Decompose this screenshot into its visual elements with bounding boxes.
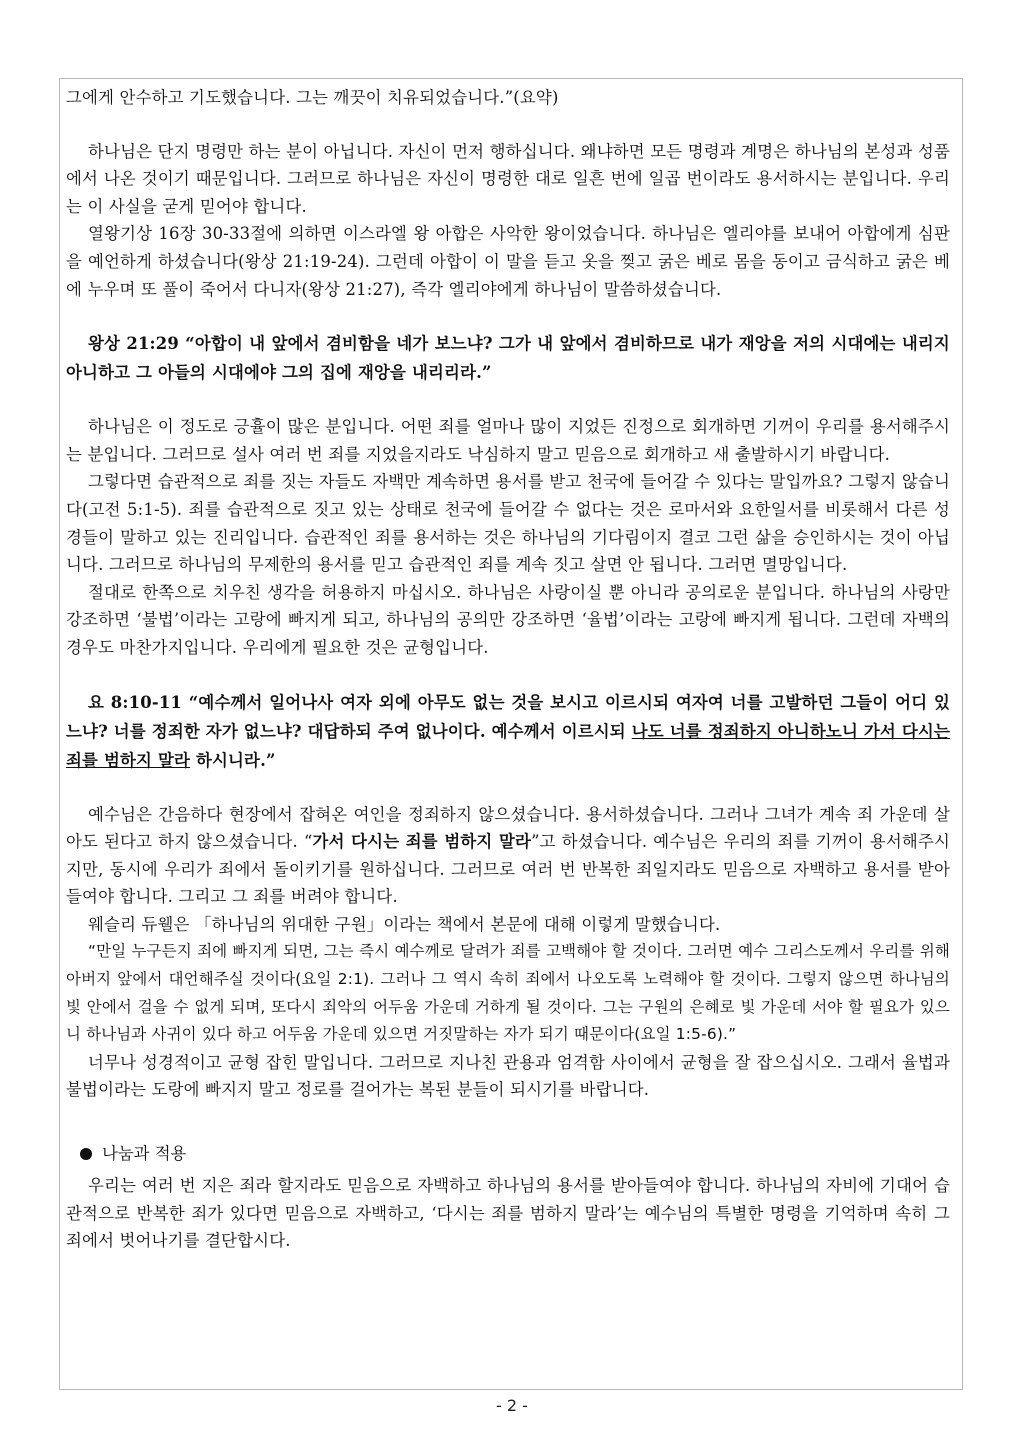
scripture-reference: 요 8:10-11 xyxy=(88,692,183,712)
paragraph-emphasis: 가서 다시는 죄를 범하지 말라 xyxy=(312,832,532,852)
paragraph: 열왕기상 16장 30-33절에 의하면 이스라엘 왕 아합은 사악한 왕이었습니다. 하나님은 엘리야를 보내어 아합에게 심판을 예언하게 하셨습니다(왕상 21:19-24). 그런데 아합이 이 말을 듣고 옷을 찢고 굵은 베로 몸을 동이고 금식하고 굵은 베에 누우며 또 풀이 죽어서 다니자(왕상 21:27), 즉각 엘리야에게 하나님이 말씀하셨습니다. xyxy=(66,224,950,299)
scripture-text: “예수께서 일어나사 여자 외에 아무도 없는 것을 보시고 이르시되 여자여 너를 고발하던 그들이 어디 있느냐? 너를 정죄한 자가 없느냐? 대답하되 주여 없나이다. 예수께서 이르시되 xyxy=(66,692,950,741)
paragraph: 하나님은 단지 명령만 하는 분이 아닙니다. 자신이 먼저 행하십니다. 왜냐하면 모든 명령과 계명은 하나님의 본성과 성품에서 나온 것이기 때문입니다. 그러므로 하나님은 자신이 명령한 대로 일흔 번에 일곱 번이라도 용서하시는 분입니다. 우리는 이 사실을 굳게 믿어야 합니다. xyxy=(66,141,950,216)
book-quote: “만일 누구든지 죄에 빠지게 되면, 그는 즉시 예수께로 달려가 죄를 고백해야 할 것이다. 그러면 예수 그리스도께서 우리를 위해 아버지 앞에서 대언해주실 것이다(요일 2:1). 그러나 그 역시 속히 죄에서 나오도록 노력해야 할 것이다. 그렇지 않으면 하나님의 빛 안에서 걸을 수 없게 되며, 또다시 죄악의 어두움 가운데 거하게 될 것이다. 그는 구원의 은혜로 빛 가운데 서야 할 필요가 있으니 하나님과 사귀이 있다 하고 어두움 가운데 있으면 거짓말하는 자가 되기 때문이다(요일 1:5-6).” xyxy=(66,942,950,1044)
paragraph-intro: 그에게 안수하고 기도했습니다. 그는 깨끗이 치유되었습니다.”(요약) xyxy=(66,88,559,107)
paragraph: 너무나 성경적이고 균형 잡힌 말입니다. 그러므로 지나친 관용과 엄격함 사이에서 균형을 잘 잡으십시오. 그래서 율법과 불법이라는 도랑에 빠지지 말고 정로를 걸어가는 복된 분들이 되시기를 바랍니다. xyxy=(66,1052,950,1100)
paragraph: 그렇다면 습관적으로 죄를 짓는 자들도 자백만 계속하면 용서를 받고 천국에 들어갈 수 있다는 말입까요? 그렇지 않습니다(고전 5:1-5). 죄를 습관적으로 짓고 있는 상태로 천국에 들어갈 수 없다는 것은 로마서와 요한일서를 비롯해서 다른 성경들이 말하고 있는 진리입니다. 습관적인 죄를 용서하는 것은 하나님의 기다림이지 결코 그런 삶을 승인하시는 것이 아닙니다. 그러므로 하나님의 무제한의 용서를 믿고 습관적인 죄를 계속 짓고 살면 안 됩니다. 그러면 멸망입니다. xyxy=(66,472,950,575)
paragraph: 우리는 여러 번 지은 죄라 할지라도 믿음으로 자백하고 하나님의 용서를 받아들여야 합니다. 하나님의 자비에 기대어 습관적으로 반복한 죄가 있다면 믿음으로 자백하고, ‘다시는 죄를 범하지 말라’는 예수님의 특별한 명령을 기억하며 속히 그 죄에서 벗어나기를 결단합시다. xyxy=(66,1176,950,1251)
document-body xyxy=(66,84,950,1255)
page-number: - 2 - xyxy=(496,1396,528,1415)
paragraph: 웨슬리 듀웰은 「하나님의 위대한 구원」이라는 책에서 본문에 대해 이렇게 말했습니다. xyxy=(88,914,721,934)
paragraph: 하나님은 이 정도로 긍휼이 많은 분입니다. 어떤 죄를 얼마나 많이 지었든 진정으로 회개하면 기꺼이 우리를 용서해주시는 분입니다. 그러므로 설사 여러 번 죄를 지었을지라도 낙심하지 말고 믿음으로 회개하고 새 출발하시기 바랍니다. xyxy=(66,417,950,464)
scripture-quote xyxy=(66,688,950,775)
section-title: 나눔과 적용 xyxy=(102,1144,187,1164)
paragraph-text: ”고 하셨습니다. 예수님은 우리의 죄를 기꺼이 용서해주시지만, 동시에 우리가 죄에서 돌이키기를 원하십니다. 그러므로 여러 번 반복한 죄일지라도 믿음으로 자백하고 용서를 받아들여야 합니다. 그리고 그 죄를 버려야 합니다. xyxy=(66,832,950,907)
scripture-text-underlined: 나도 너를 정죄하지 아니하노니 가서 다시는 죄를 범하지 말라 xyxy=(66,721,950,770)
scripture-text: 하시니라.” xyxy=(190,750,276,770)
section-heading xyxy=(66,1140,950,1168)
scripture-text: “아합이 내 앞에서 겸비함을 네가 보느냐? 그가 내 앞에서 겸비하므로 내가 재앙을 저의 시대에는 내리지 아니하고 그 아들의 시대에야 그의 집에 재앙을 내리리라.” xyxy=(66,334,950,383)
scripture-reference: 왕상 21:29 xyxy=(88,334,180,354)
scripture-quote xyxy=(66,329,950,387)
bullet-icon xyxy=(80,1148,92,1160)
paragraph: 절대로 한쪽으로 치우친 생각을 허용하지 마십시오. 하나님은 사랑이실 뿐 아니라 공의로운 분입니다. 하나님의 사랑만 강조하면 ‘불법’이라는 고랑에 빠지게 되고, 하나님의 공의만 강조하면 ‘율법’이라는 고랑에 빠지게 됩니다. 그런데 자백의 경우도 마찬가지입니다. 우리에게 필요한 것은 균형입니다. xyxy=(66,582,950,657)
paragraph-text: 예수님은 간음하다 현장에서 잡혀온 여인을 정죄하지 않으셨습니다. 용서하셨습니다. 그러나 그녀가 계속 죄 가운데 살아도 된다고 하지 않으셨습니다. “ xyxy=(66,804,950,852)
paragraph xyxy=(66,801,950,911)
